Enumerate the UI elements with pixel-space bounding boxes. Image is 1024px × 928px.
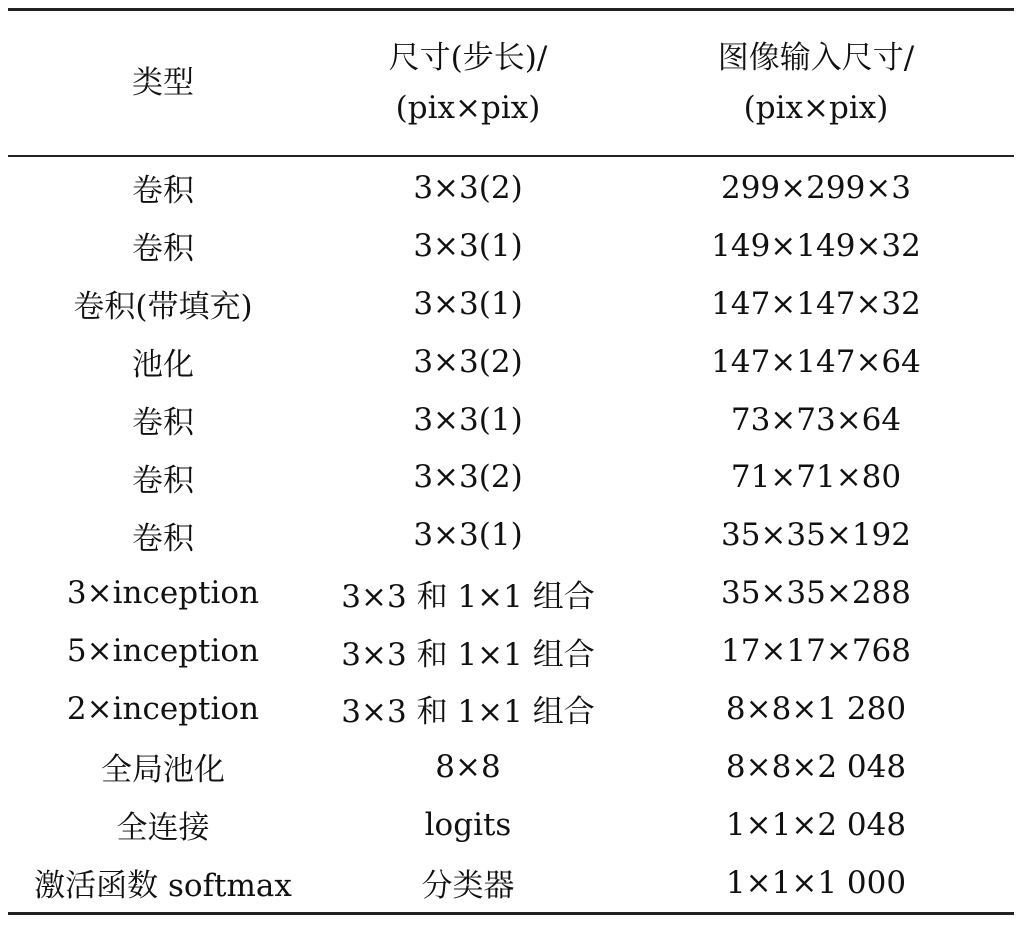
cell-type: 卷积 — [132, 173, 194, 210]
header-type-label: 类型 — [132, 65, 194, 101]
cell-type: 卷积 — [132, 462, 194, 499]
header-input-size — [618, 10, 1014, 157]
cell-input-size: 35×35×192 — [720, 517, 911, 554]
cell-size-stride: 3×3(1) — [413, 285, 523, 322]
table-row — [8, 564, 1014, 622]
cell-type: 卷积 — [132, 520, 194, 557]
cell-size-stride: logits — [424, 806, 512, 843]
header-input-size-line2: (pix×pix) — [743, 90, 889, 126]
cell-type: 全连接 — [116, 810, 210, 847]
cell-input-size: 149×149×32 — [711, 227, 921, 264]
cell-size-stride: 3×3(1) — [413, 517, 523, 554]
table-row — [8, 680, 1014, 738]
table-body — [8, 156, 1014, 913]
table-row — [8, 622, 1014, 680]
network-structure-table-container — [8, 8, 1014, 915]
cell-size-stride: 3×3(2) — [413, 343, 523, 380]
cell-type: 3×inception — [66, 575, 260, 612]
network-structure-table — [8, 8, 1014, 915]
cell-size-stride: 8×8 — [435, 748, 501, 785]
table-row — [8, 738, 1014, 796]
table-row — [8, 854, 1014, 913]
cell-type: 全局池化 — [101, 752, 225, 789]
cell-input-size: 8×8×2 048 — [725, 748, 907, 785]
cell-type: 池化 — [132, 347, 194, 384]
cell-input-size: 71×71×80 — [730, 459, 902, 496]
table-row — [8, 506, 1014, 564]
header-type — [8, 10, 318, 157]
cell-size-stride: 3×3(1) — [413, 227, 523, 264]
cell-size-stride: 分类器 — [421, 868, 515, 905]
table-row — [8, 391, 1014, 449]
cell-input-size: 147×147×64 — [711, 343, 921, 380]
cell-input-size: 73×73×64 — [730, 401, 902, 438]
table-header — [8, 10, 1014, 157]
cell-type: 卷积(带填充) — [73, 289, 253, 326]
cell-input-size: 35×35×288 — [720, 575, 911, 612]
cell-type: 卷积 — [132, 405, 194, 441]
cell-size-stride: 3×3 和 1×1 组合 — [341, 694, 595, 731]
cell-input-size: 147×147×32 — [711, 285, 921, 322]
cell-type: 卷积 — [132, 231, 194, 268]
table-row — [8, 275, 1014, 333]
cell-type: 激活函数 softmax — [34, 868, 292, 905]
cell-size-stride: 3×3 和 1×1 组合 — [341, 636, 595, 673]
table-row — [8, 796, 1014, 854]
cell-input-size: 1×1×2 048 — [725, 806, 907, 843]
cell-input-size: 1×1×1 000 — [725, 864, 907, 901]
header-size-stride-line2: (pix×pix) — [395, 90, 541, 126]
header-size-stride-line1: 尺寸(步长)/ — [388, 40, 548, 76]
cell-type: 2×inception — [66, 690, 260, 727]
header-row — [8, 10, 1014, 157]
cell-size-stride: 3×3(2) — [413, 169, 523, 206]
table-row — [8, 448, 1014, 506]
table-row — [8, 217, 1014, 275]
cell-type: 5×inception — [66, 633, 260, 670]
cell-size-stride: 3×3 和 1×1 组合 — [341, 578, 595, 615]
cell-size-stride: 3×3(2) — [413, 459, 523, 496]
table-row — [8, 156, 1014, 217]
table-row — [8, 333, 1014, 391]
cell-input-size: 8×8×1 280 — [725, 690, 907, 727]
cell-input-size: 299×299×3 — [720, 169, 911, 206]
header-size-stride — [318, 10, 618, 157]
cell-size-stride: 3×3(1) — [413, 401, 523, 438]
cell-input-size: 17×17×768 — [720, 633, 911, 670]
header-input-size-line1: 图像输入尺寸/ — [717, 40, 915, 76]
